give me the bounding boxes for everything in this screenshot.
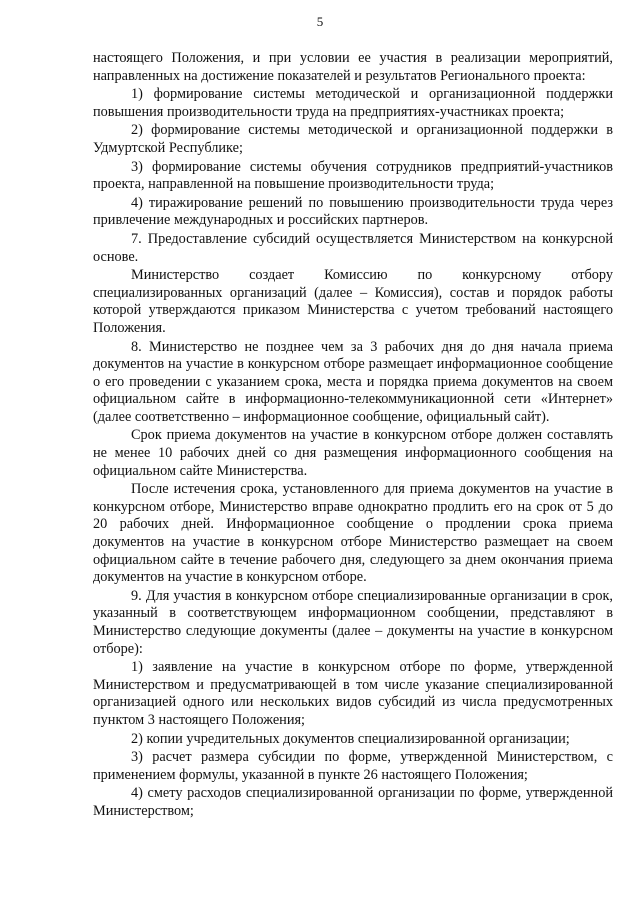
page-number: 5 <box>316 14 324 29</box>
paragraph-document-item-4: 4) смету расходов специализированной организации по форме, утвержденной Министерством; <box>93 785 613 819</box>
paragraph-clause-7: 7. Предоставление субсидий осуществляется Министерством на конкурсной основе. <box>93 230 613 265</box>
paragraph-list-item-3: 3) формирование системы обучения сотрудников предприятий-участников проекта, направленной на повышение производительности труда; <box>93 158 613 193</box>
paragraph-commission: Министерство создает Комиссию по конкурсному отбору специализированных организаций (далее – Комиссия), состав и порядок работы которой утверждаются приказом Министерства с учетом требований настоящего Положения. <box>93 267 613 336</box>
paragraph-deadline: Срок приема документов на участие в конкурсном отборе должен составлять не менее 10 рабочих дней со дня размещения информационного сообщения на официальном сайте Министерства. <box>93 427 613 479</box>
paragraph-document-item-1: 1) заявление на участие в конкурсном отборе по форме, утвержденной Министерством и предусматривающей в том числе указание специализированной организацией одного или нескольких видов субсидий из числа предусмотренных пунктом 3 настоящего Положения; <box>93 659 613 728</box>
paragraph-list-item-2: 2) формирование системы методической и организационной поддержки в Удмуртской Республике; <box>93 122 613 156</box>
paragraph-clause-9: 9. Для участия в конкурсном отборе специализированные организации в срок, указанный в соответствующем информационном сообщении, представляют в Министерство следующие документы (далее – документы на участие в конкурсном отборе): <box>93 587 613 657</box>
document-body <box>93 50 613 822</box>
paragraph-list-item-4: 4) тиражирование решений по повышению производительности труда через привлечение международных и российских партнеров. <box>93 194 613 229</box>
paragraph-extension: После истечения срока, установленного для приема документов на участие в конкурсном отборе, Министерство вправе однократно продлить его на срок от 5 до 20 рабочих дней. Информационное сообщение о продлении срока приема документов на участие в конкурсном отборе Министерство размещает на своем официальном сайте в течение рабочего дня, следующего за днем окончания приема документов на участие в конкурсном отборе. <box>93 481 613 586</box>
paragraph-document-item-2: 2) копии учредительных документов специализированной организации; <box>131 730 570 747</box>
paragraph-document-item-3: 3) расчет размера субсидии по форме, утвержденной Министерством, с применением формулы, указанной в пункте 26 настоящего Положения; <box>93 749 613 783</box>
paragraph-continuation: настоящего Положения, и при условии ее участия в реализации мероприятий, направленных на достижение показателей и результатов Регионального проекта: <box>93 50 613 84</box>
paragraph-clause-8: 8. Министерство не позднее чем за 3 рабочих дня до дня начала приема документов на участие в конкурсном отборе размещает информационное сообщение о его проведении с указанием срока, места и порядка приема документов на своем официальном сайте в информационно-телекоммуникационной сети «Интернет» (далее соответственно – информационное сообщение, официальный сайт). <box>93 338 613 425</box>
paragraph-list-item-1: 1) формирование системы методической и организационной поддержки повышения производительности труда на предприятиях-участниках проекта; <box>93 86 613 120</box>
